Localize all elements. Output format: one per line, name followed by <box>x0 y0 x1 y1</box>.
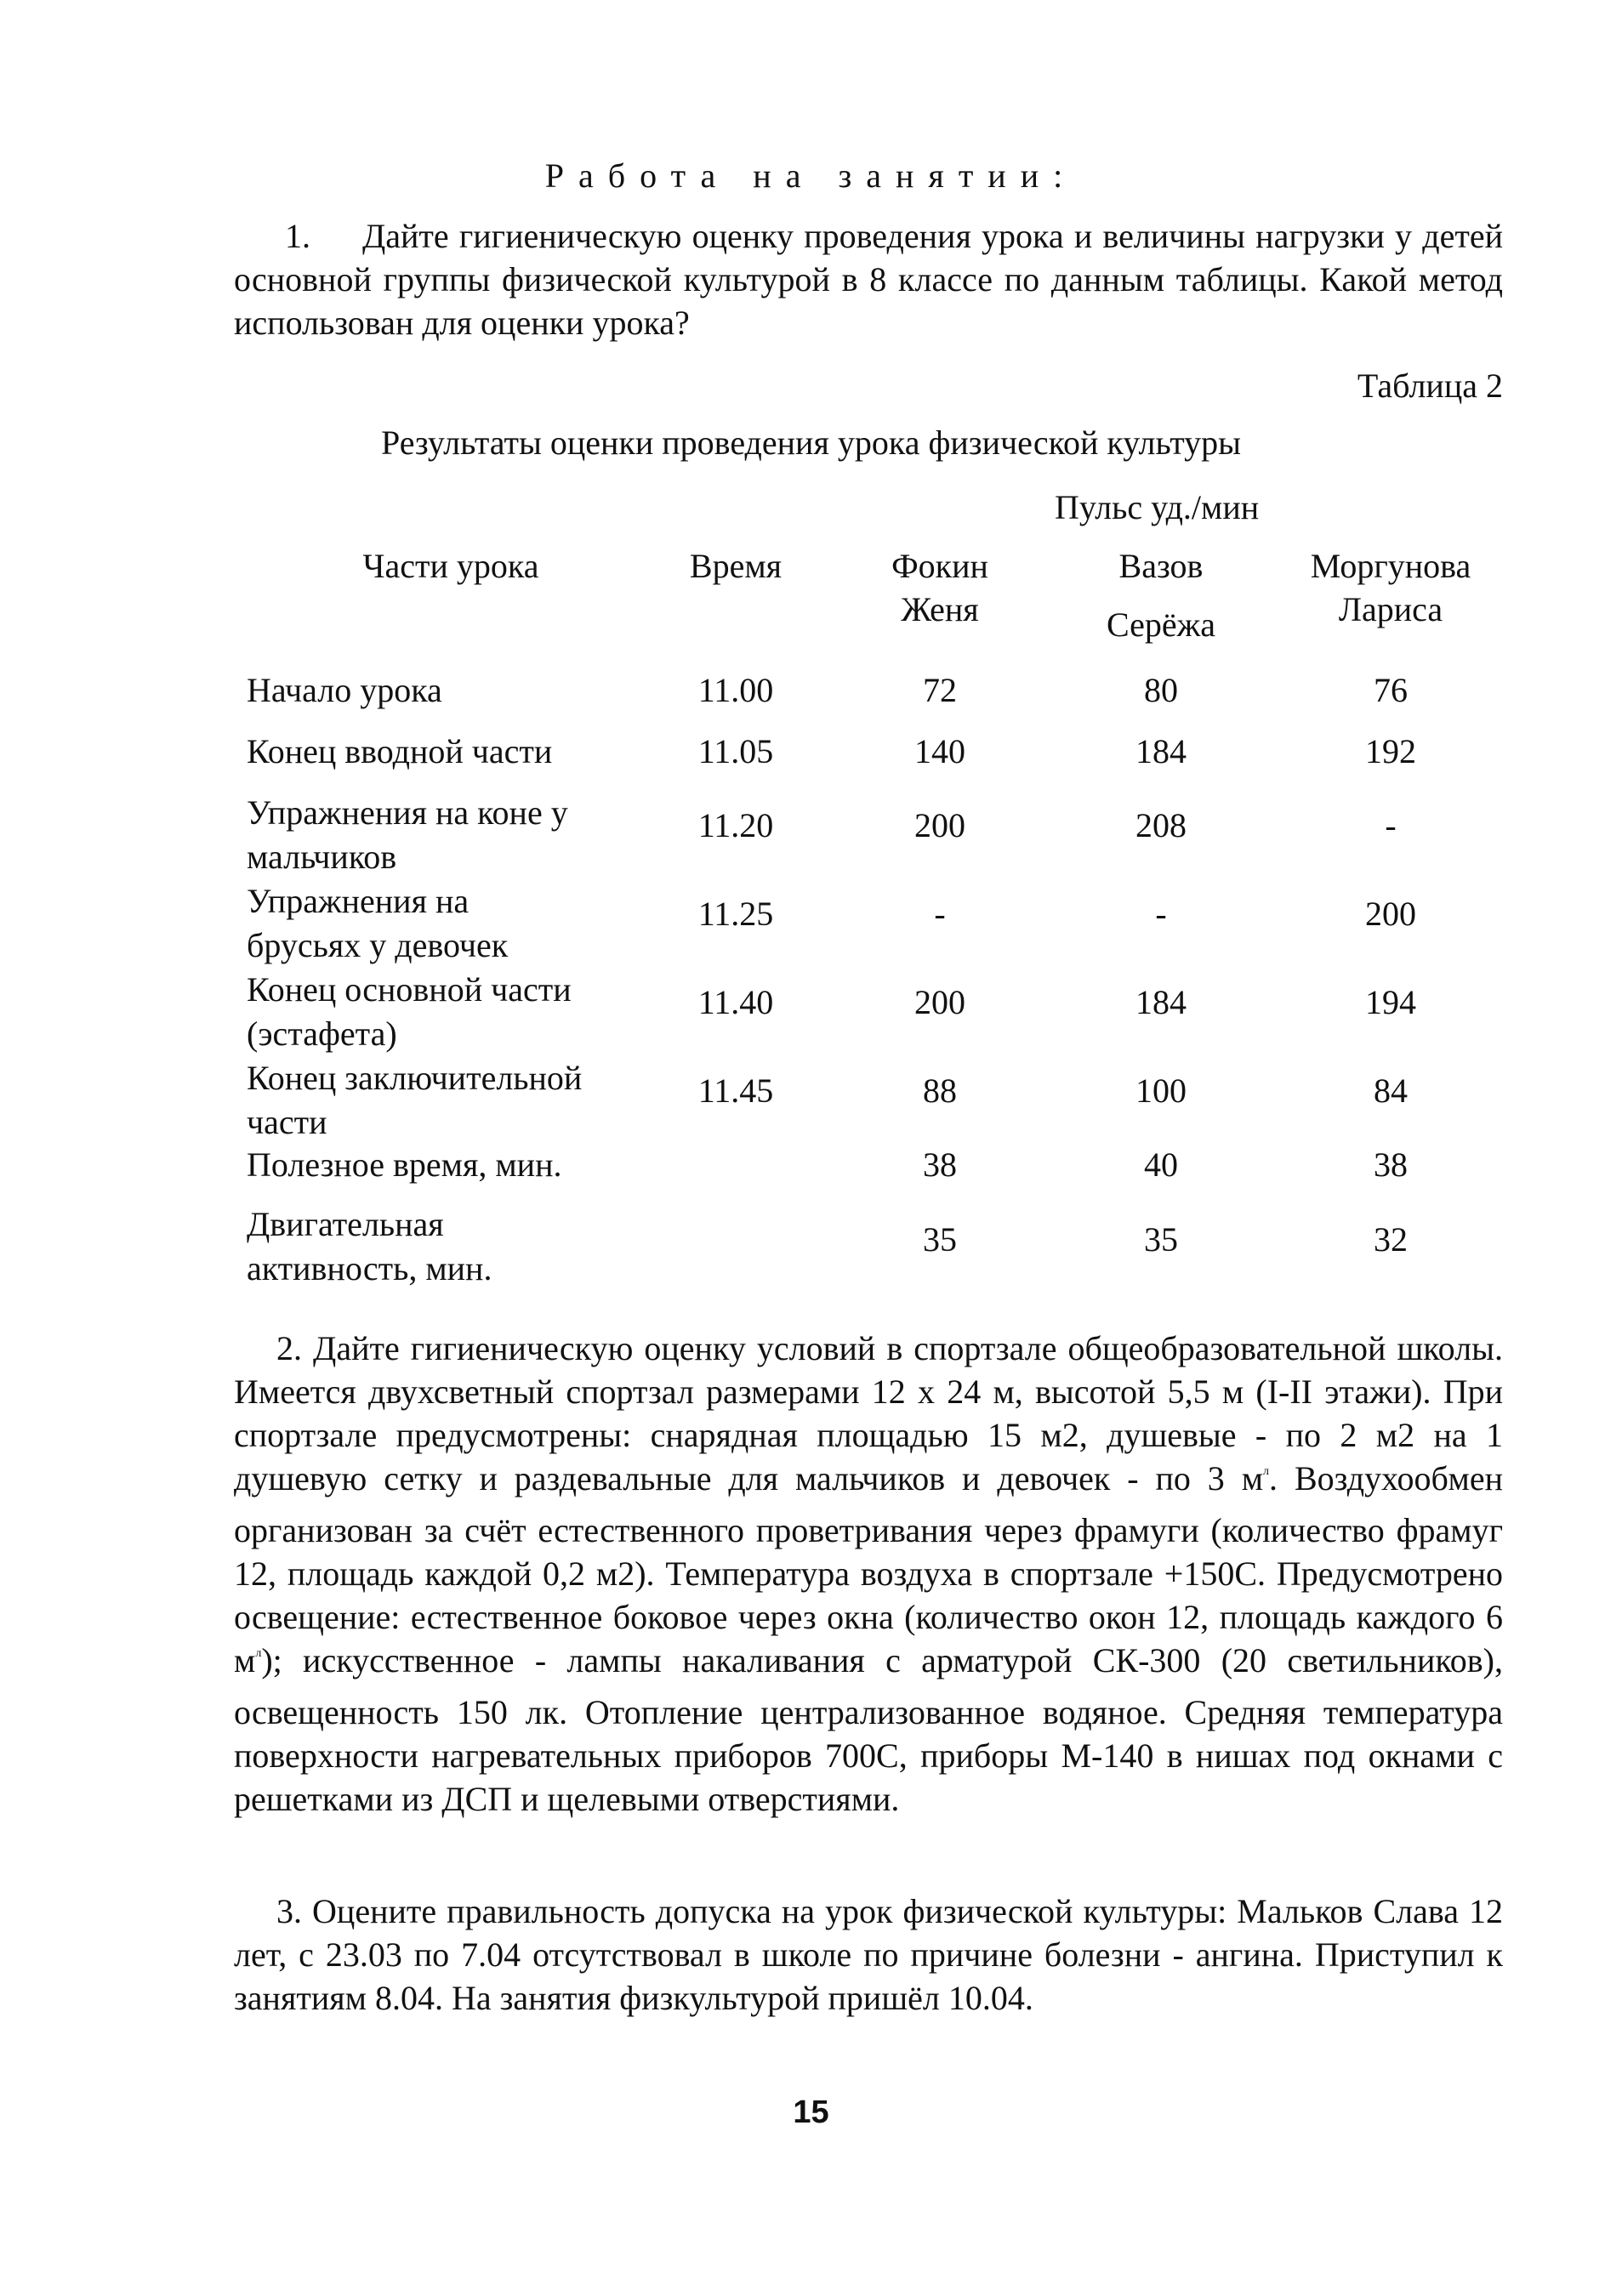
cell-morgunova: - <box>1385 806 1397 844</box>
header-morgunova: Моргунова Лариса <box>1310 547 1471 628</box>
table-row-label: Двигательная активность, мин. <box>247 1205 492 1287</box>
cell-morgunova: 192 <box>1365 732 1416 770</box>
cell-vazov: 208 <box>1135 806 1187 844</box>
cell-time: 11.05 <box>697 732 774 770</box>
cell-fokin: - <box>934 895 946 933</box>
cell-morgunova: 32 <box>1374 1220 1408 1259</box>
task-2-text-b: . Воздухообмен организован за счёт естественного проветривания через фрамуги (количество фрамуг 12, площадь каждой 0,2 м2). Температура воздуха в спортзале +150С. Предусмотрено освещение: естественное боковое через окна (количество окон 12, площадь каждого 6 м <box>234 1459 1503 1679</box>
cell-vazov: - <box>1155 895 1167 933</box>
task-2-paragraph <box>234 1327 1503 1821</box>
task-1-text: Дайте гигиеническую оценку проведения урока и величины нагрузки у детей основной группы физической культурой в 8 классе по данным таблицы. Какой метод использован для оценки урока? <box>234 217 1504 342</box>
header-vazov-line2: Серёжа <box>1106 605 1216 644</box>
cell-vazov: 40 <box>1144 1145 1178 1184</box>
table-row-label: Упражнения на коне у мальчиков <box>247 793 568 876</box>
table-row-label: Упражнения на брусьях у девочек <box>247 882 509 964</box>
table-row-label: Конец основной части (эстафета) <box>247 970 572 1053</box>
cell-fokin: 35 <box>923 1220 957 1259</box>
header-parts: Части урока <box>362 547 539 585</box>
cell-fokin: 200 <box>914 806 965 844</box>
cell-time: 11.40 <box>697 983 774 1021</box>
task-3-text: 3. Оцените правильность допуска на урок физической культуры: Мальков Слава 12 лет, с 23.03 по 7.04 отсутствовал в школе по причине болезни - ангина. Приступил к занятиям 8.04. На занятия физкультурой пришёл 10.04. <box>234 1892 1503 2017</box>
task-3-paragraph <box>234 1890 1503 2020</box>
header-vazov-line1: Вазов <box>1118 547 1204 585</box>
table-row-label: Конец заключительной части <box>247 1059 583 1141</box>
cell-vazov: 184 <box>1135 732 1187 770</box>
header-fokin: Фокин Женя <box>891 547 988 628</box>
table-row-label: Полезное время, мин. <box>247 1145 562 1184</box>
table-title: Результаты оценки проведения урока физической культуры <box>380 423 1242 462</box>
cell-morgunova: 38 <box>1374 1145 1408 1184</box>
cell-fokin: 140 <box>914 732 965 770</box>
cell-time: 11.20 <box>697 806 774 844</box>
pulse-header: Пульс уд./мин <box>1055 488 1260 526</box>
cell-fokin: 38 <box>923 1145 957 1184</box>
task-2-superscript-b: л <box>255 1647 262 1660</box>
task-2-text-a: 2. Дайте гигиеническую оценку условий в спортзале общеобразовательной школы. Имеется двухсветный спортзал размерами 12 х 24 м, высотой 5,5 м (I-II этажи). При спортзале предусмотрены: снарядная площадью 15 м2, душевые - по 2 м2 на 1 душевую сетку и раздевальные для мальчиков и девочек - по 3 м <box>234 1329 1503 1498</box>
cell-fokin: 72 <box>923 671 957 709</box>
header-time: Время <box>689 547 783 585</box>
table-label: Таблица 2 <box>1357 367 1503 405</box>
cell-morgunova: 200 <box>1365 895 1416 933</box>
task-2-superscript-a: л <box>1263 1465 1270 1478</box>
cell-time: 11.45 <box>697 1071 774 1110</box>
cell-fokin: 88 <box>923 1071 957 1110</box>
cell-morgunova: 84 <box>1374 1071 1408 1110</box>
cell-morgunova: 194 <box>1365 983 1416 1021</box>
header-vazov <box>1072 544 1250 646</box>
table-row-label: Начало урока <box>247 671 442 709</box>
task-2-text-c: ); искусственное - лампы накаливания с арматурой СК-300 (20 светильников), освещенность 150 лк. Отопление централизованное водяное. Средняя температура поверхности нагревательных приборов 700С, приборы М-140 в нишах под окнами с решетками из ДСП и щелевыми отверстиями. <box>234 1641 1503 1818</box>
table-row-label: Конец вводной части <box>247 732 553 770</box>
page-number: 15 <box>793 2094 829 2130</box>
cell-time: 11.25 <box>697 895 774 933</box>
cell-vazov: 184 <box>1135 983 1187 1021</box>
cell-vazov: 80 <box>1144 671 1178 709</box>
cell-time: 11.00 <box>697 671 774 709</box>
cell-morgunova: 76 <box>1374 671 1408 709</box>
task-1-number: 1. <box>285 217 310 255</box>
task-1-paragraph <box>234 214 1503 344</box>
section-heading: Работа на занятии: <box>544 156 1078 195</box>
cell-vazov: 35 <box>1144 1220 1178 1259</box>
cell-fokin: 200 <box>914 983 965 1021</box>
cell-vazov: 100 <box>1135 1071 1187 1110</box>
